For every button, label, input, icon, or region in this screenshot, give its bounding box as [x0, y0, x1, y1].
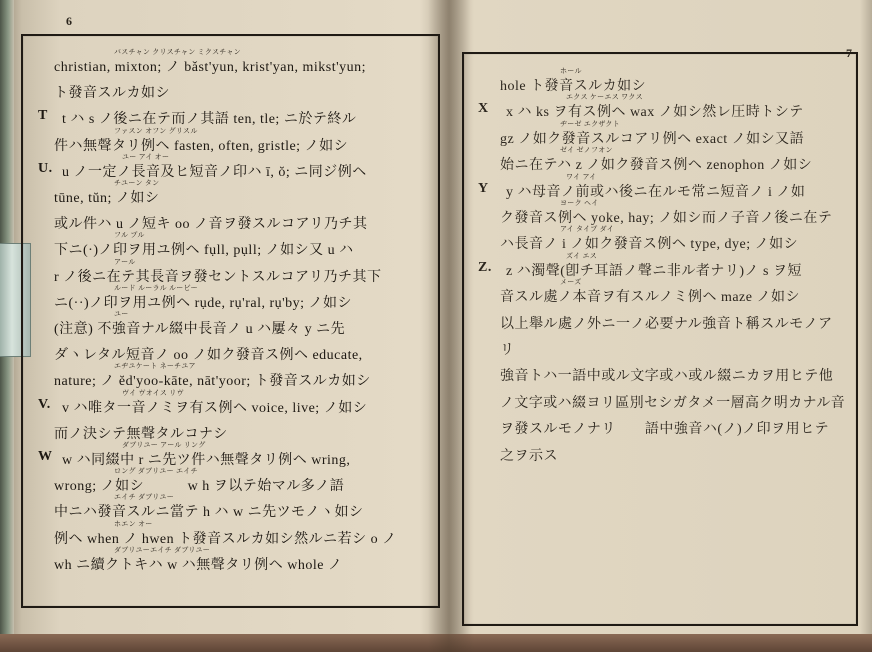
ruby-annotation: ユー アイ オー — [122, 152, 170, 161]
ruby-annotation: ルード ルーラル ルービー — [114, 283, 198, 292]
text-line: wh ニ續クトキハ w ハ無聲タリ例ヘ whole ノ — [54, 557, 343, 573]
text-line: x ハ ks ヲ有ス例ヘ wax ノ如シ然レ圧時トシテ — [506, 105, 804, 121]
text-line: u ノ一定ノ長音及ヒ短音ノ印ハ ī, ŏ; ニ同ジ例ヘ — [62, 164, 367, 180]
ruby-annotation: ホール — [560, 67, 582, 75]
ruby-annotation: ヂーゼ エクザクト — [560, 119, 621, 128]
ruby-annotation: アイ タイプ ダイ — [560, 225, 615, 234]
letter-heading: U. — [38, 160, 53, 176]
text-line: (注意) 不強音ナル綴中長音ノ u ハ屢々 y ニ先 — [54, 322, 346, 337]
text-line: リ — [500, 343, 515, 358]
ruby-annotation: アール — [114, 257, 136, 266]
text-line: 件ハ無聲タリ例ヘ fasten, often, gristle; ノ如シ — [54, 138, 349, 154]
text-line: 例ヘ when ノ hwen ト發音スルカ如シ然ルニ若シ o ノ — [54, 531, 397, 547]
ruby-annotation: ヨーク ヘイ — [560, 199, 599, 207]
ruby-annotation: エイチ ダブリユー — [114, 493, 175, 502]
ruby-annotation: ダブリユーエイチ ダブリユー — [114, 545, 211, 554]
ruby-annotation: メーズ — [560, 278, 582, 287]
right-page-number: 7 — [846, 46, 852, 60]
ruby-annotation: ファスン オフン グリスル — [114, 126, 198, 135]
text-line: ニ(··)ノ印ヲ用ユ例ヘ rụde, rụ'ral, rụ'by; ノ如シ — [54, 295, 353, 311]
ruby-annotation: エクス ケーエス ワクス — [566, 93, 643, 102]
ruby-annotation: ホエン オー — [114, 519, 153, 528]
ruby-annotation: ダブリユー アール リング — [122, 441, 206, 449]
letter-heading: W — [38, 449, 53, 464]
text-line: z ハ濁聲(卽チ耳語ノ聲ニ非ル者ナリ)ノ s ヲ短 — [506, 263, 802, 279]
text-line: 或ル件ハ u ノ短キ oo ノ音ヲ發スルコアリ乃チ其 — [54, 217, 368, 233]
text-line: 下ニ(·)ノ印ヲ用ユ例ヘ fụll, pụll; ノ如シ又 u ハ — [54, 243, 354, 259]
letter-heading: V. — [38, 396, 51, 412]
text-line: 始ニ在テハ z ノ如ク發音ス例ヘ zenophon ノ如シ — [500, 158, 813, 174]
ruby-annotation: ズイ エス — [566, 251, 598, 260]
letter-heading: X — [478, 101, 489, 117]
text-line: ト發音スルカ如シ — [54, 86, 170, 102]
text-line: ヲ發スルモノナリ 語中強音ハ(ノ)ノ印ヲ用ヒテ — [500, 422, 830, 438]
text-line: 強音トハ一語中或ル文字或ハ或ル綴ニカヲ用ヒテ他 — [500, 369, 834, 385]
text-line: t ハ s ノ後ニ在テ而ノ其語 ten, tle; ニ於テ終ル — [62, 112, 357, 128]
ruby-annotation: ヴイ ヴオイス リヴ — [122, 388, 184, 397]
text-line: 而ノ決シテ無聲タルコナシ — [54, 426, 228, 442]
ruby-annotation: エヂユケート ネーチユア — [114, 362, 196, 371]
text-line: wrong; ノ如シ w h ヲ以テ始マル多ノ語 — [54, 479, 345, 495]
text-line: ハ長音ノ i ノ如ク發音ス例ヘ type, dye; ノ如シ — [500, 237, 799, 253]
text-line: r ノ後ニ在テ其長音ヲ發セントスルコアリ乃チ其下 — [54, 269, 382, 285]
text-line: gz ノ如ク發音スルコアリ例ヘ exact ノ如シ又語 — [500, 131, 805, 147]
left-page-number: 6 — [66, 14, 72, 28]
ruby-annotation: ユー — [114, 310, 129, 318]
text-line: y ハ母音ノ前或ハ後ニ在ルモ常ニ短音ノ i ノ如 — [506, 184, 806, 200]
text-line: tūne, tŭn; ノ如シ — [54, 191, 160, 206]
ruby-annotation: ロング ダブリユー エイチ — [114, 467, 198, 476]
ruby-annotation: ゼイ ゼノフオン — [560, 146, 613, 155]
ruby-annotation: フル プル — [114, 231, 145, 240]
text-line: nature; ノ ĕd'yoo-kāte, nāt'yoor; ト發音スルカ如シ — [54, 374, 371, 390]
ruby-annotation: ワイ アイ — [566, 172, 597, 181]
text-line: 之ヲ示ス — [500, 448, 558, 464]
text-line: christian, mixton; ノ bǎst'yun, krist'yan, mikst'yun; — [54, 60, 366, 75]
text-line: w ハ同綴中 r ニ先ツ件ハ無聲タリ例ヘ wring, — [62, 453, 351, 468]
letter-heading: T — [38, 108, 48, 124]
letter-heading: Y — [478, 180, 489, 196]
text-line: 中ニハ發音スルニ當テ h ハ w ニ先ツモノヽ如シ — [54, 505, 364, 521]
text-line: ダヽレタル短音ノ oo ノ如ク發音ス例ヘ educate, — [54, 348, 363, 364]
text-line: ク發音ス例ヘ yoke, hay; ノ如シ而ノ子音ノ後ニ在テ — [500, 211, 833, 226]
ruby-annotation: バスチャン クリスチャン ミクスチャン — [114, 48, 241, 56]
text-line: hole ト發音スルカ如シ — [500, 79, 647, 94]
text-line: v ハ唯タ一音ノミヲ有ス例ヘ voice, live; ノ如シ — [62, 400, 368, 416]
ruby-annotation: チユーン タン — [114, 179, 160, 187]
text-line: 音スル處ノ本音ヲ有スルノミ例ヘ maze ノ如シ — [500, 290, 800, 306]
text-line: 以上舉ル處ノ外ニ一ノ必要ナル強音ト稱スルモノア — [500, 316, 833, 332]
letter-heading: Z. — [478, 259, 492, 275]
text-line: ノ文字或ハ綴ヨリ區別セシガタメ一層高ク明カナル音 — [500, 395, 846, 411]
